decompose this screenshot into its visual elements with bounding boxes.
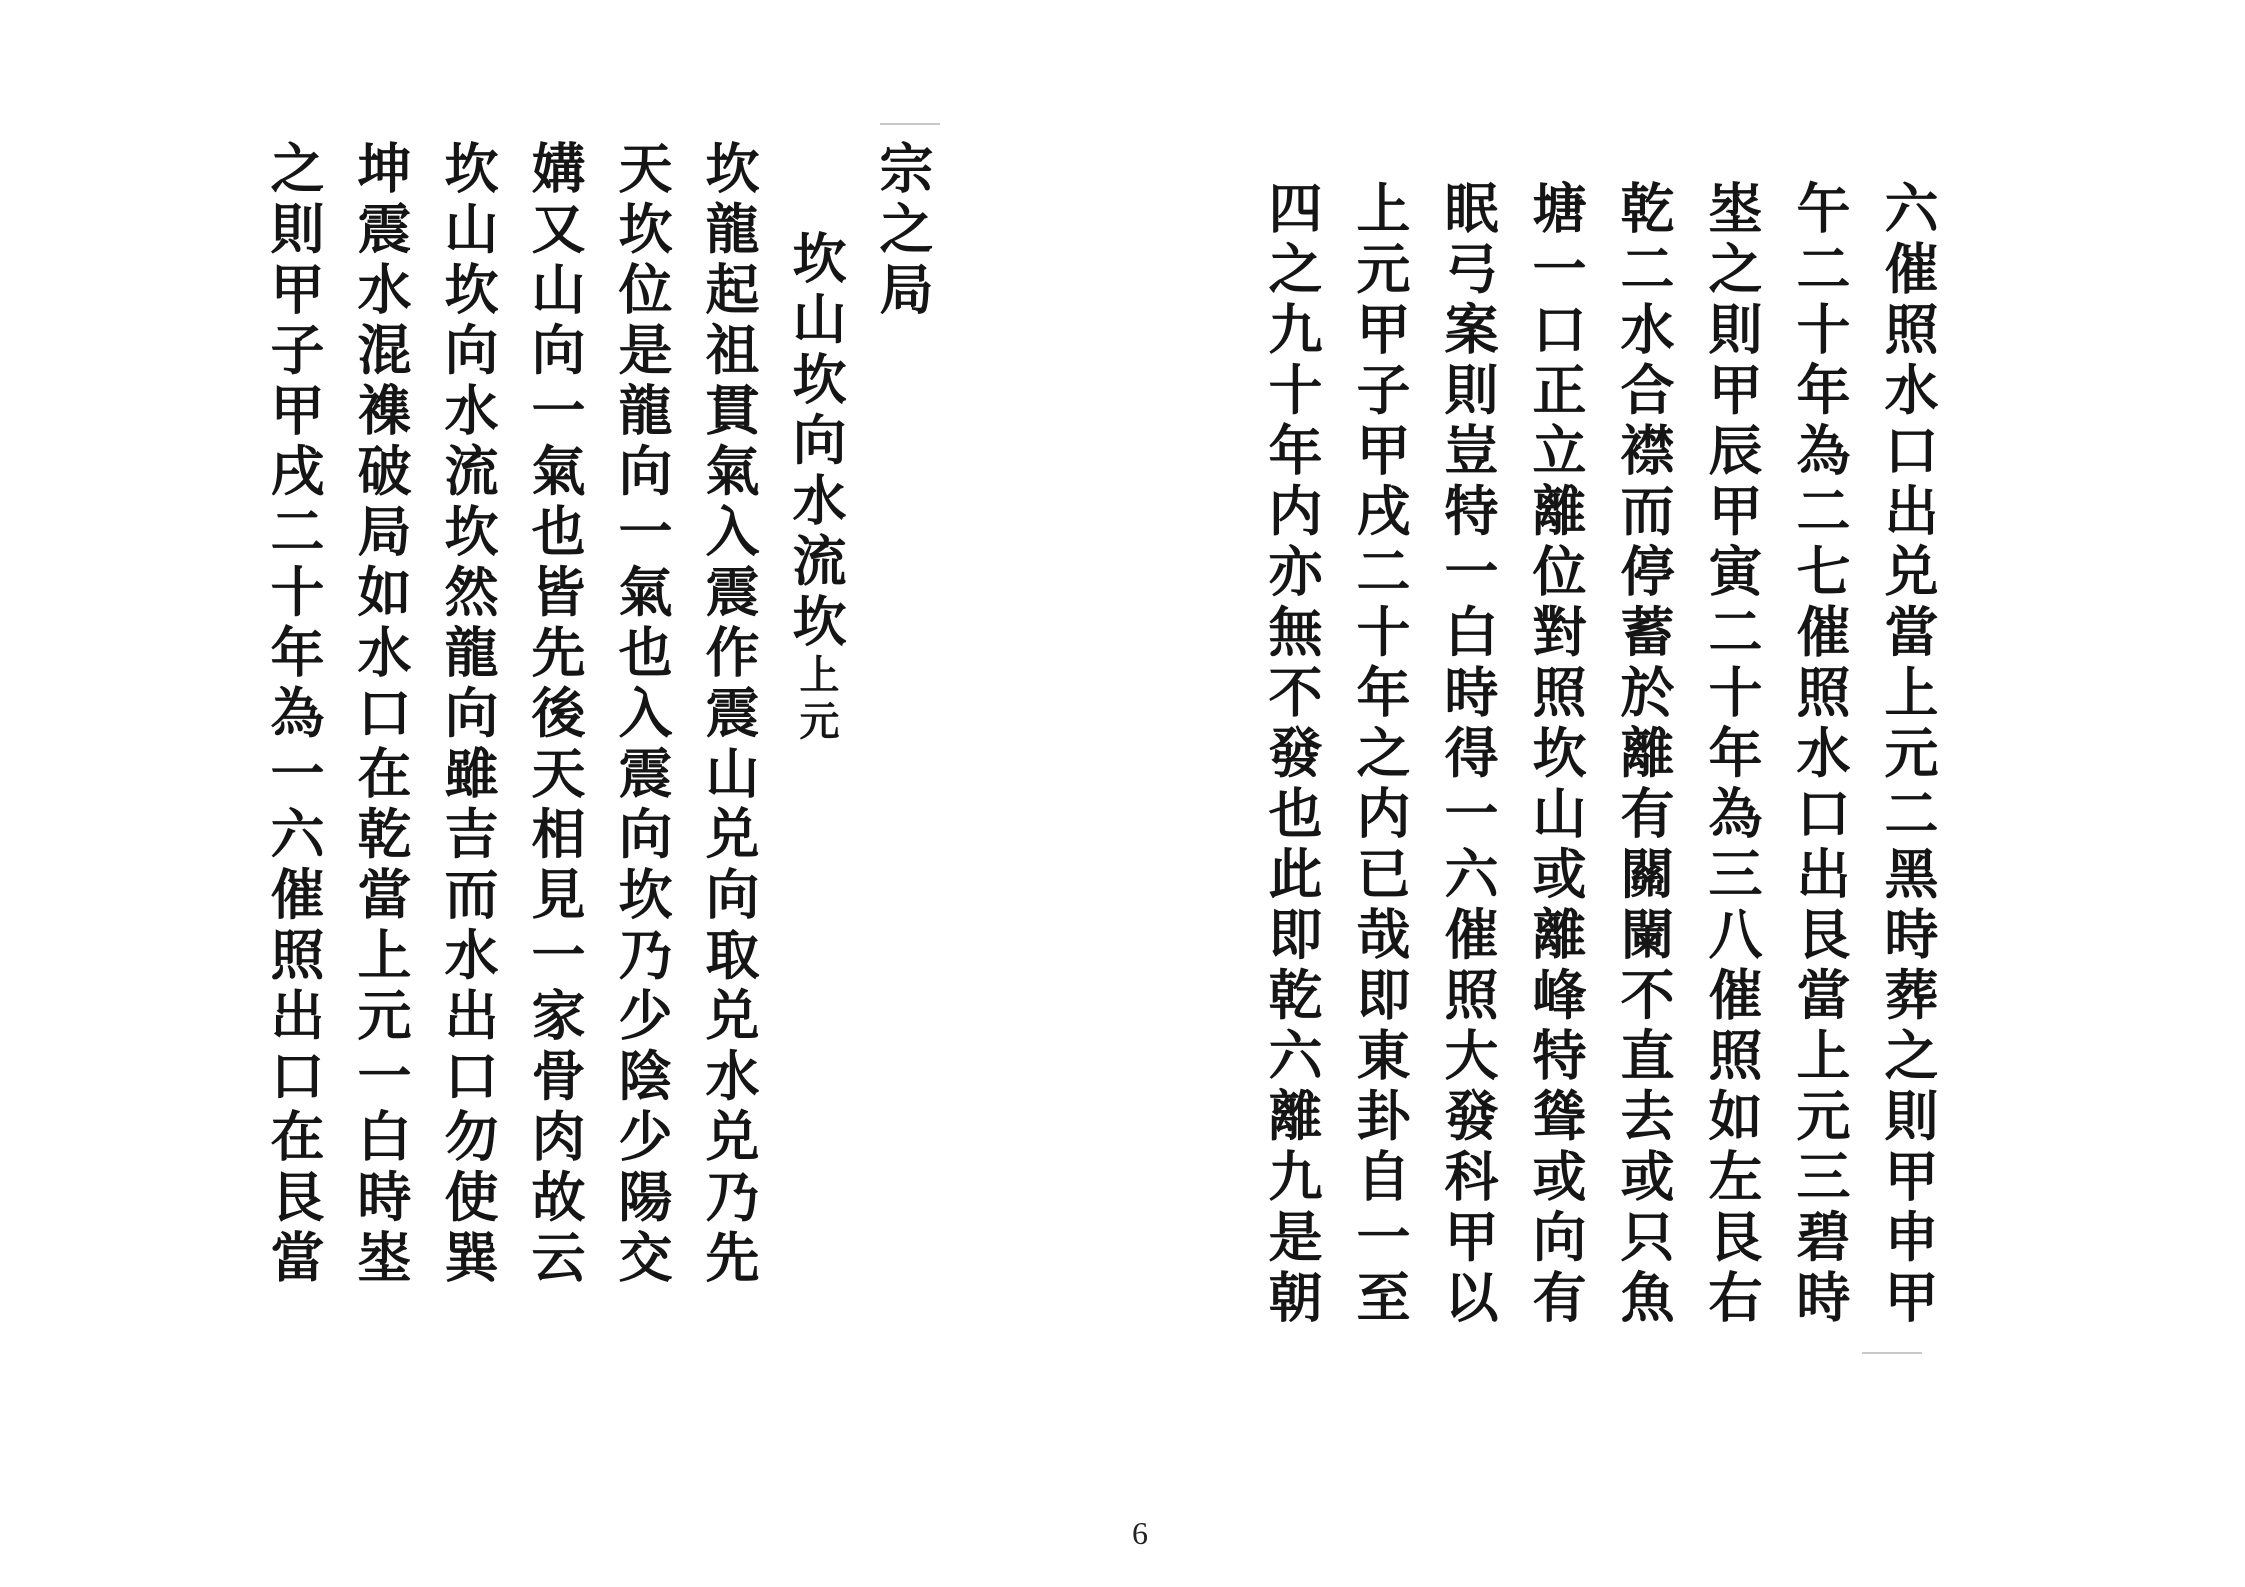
text-column: 午二十年為二七催照水口出艮當上元三碧時 [1788,180,1852,1330]
text-column: 眠弓案則豈特一白時得一六催照大發科甲以 [1436,180,1500,1330]
text-column: 塘一口正立離位對照坎山或離峰特聳或向有 [1524,180,1588,1330]
text-column: 媾又山向一氣也皆先後天相見一家骨肉故云 [523,140,587,1290]
page-number: 6 [1132,1515,1148,1551]
section-heading: 宗之局 [871,140,935,322]
scan-mark-top [880,123,940,125]
right-page-text [1255,180,1940,1330]
section-subheading [756,140,848,747]
text-column: 四之九十年内亦無不發也此即乾六離九是朝 [1260,180,1324,1330]
text-column: 上元甲子甲戌二十年之内已哉即東卦自一至 [1348,180,1412,1330]
text-column: 坤震水混襍破局如水口在乾當上元一白時埊 [349,140,413,1290]
left-page-text [262,140,935,1290]
scan-mark-bottom [1862,1352,1922,1354]
text-column: 之則甲子甲戌二十年為一六催照出口在艮當 [262,140,326,1290]
subheading-main: 坎山坎向水流坎 [784,230,848,654]
text-column: 天坎位是龍向一氣也入震向坎乃少陰少陽交 [610,140,674,1290]
text-column: 埊之則甲辰甲寅二十年為三八催照如左艮右 [1700,180,1764,1330]
subheading-small: 上元 [793,653,840,747]
text-column: 坎龍起祖貫氣入震作震山兑向取兑水兑乃先 [697,140,761,1290]
text-column: 乾二水合襟而停蓄於離有關闌不直去或只魚 [1612,180,1676,1330]
text-column: 六催照水口出兑當上元二黑時葬之則甲申甲 [1876,180,1940,1330]
text-column: 坎山坎向水流坎然龍向雖吉而水出口勿使巽 [436,140,500,1290]
